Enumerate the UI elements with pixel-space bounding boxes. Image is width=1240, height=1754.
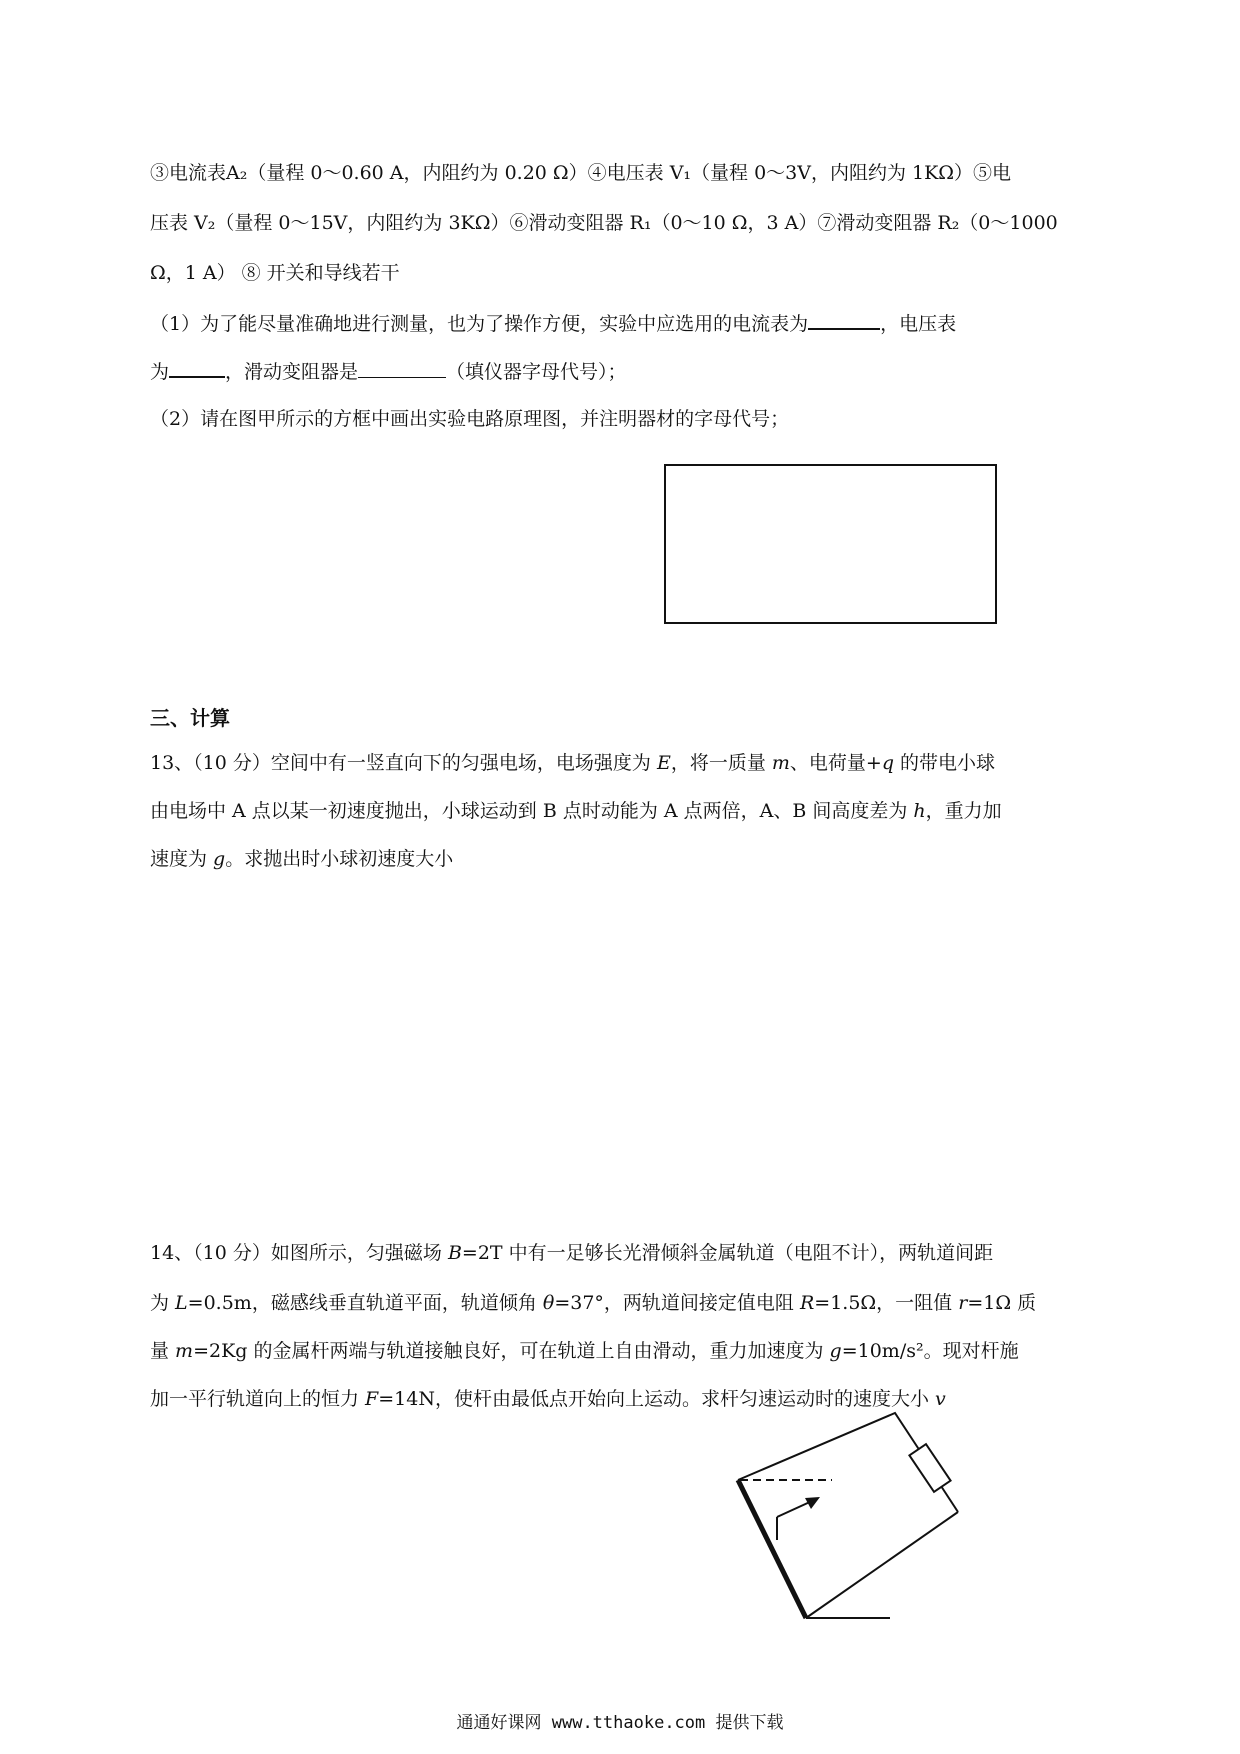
- q14-text-i: =2Kg 的金属杆两端与轨道接触良好，可在轨道上自由滑动，重力加速度为: [193, 1340, 830, 1362]
- question-1-line-1: [150, 308, 956, 337]
- q13-text-c: 、电荷量+: [789, 752, 882, 774]
- q14-symbol-L: L: [175, 1292, 188, 1314]
- q14-symbol-g: g: [829, 1340, 842, 1362]
- q13-symbol-g: g: [213, 848, 226, 870]
- q14-symbol-R: R: [799, 1292, 815, 1314]
- resistor-icon: [909, 1444, 950, 1492]
- voltmeter-answer-blank[interactable]: [169, 356, 225, 378]
- right-rail-lower: [941, 1486, 958, 1512]
- q13-line-1: [150, 750, 995, 776]
- upper-rail: [738, 1413, 920, 1480]
- q14-symbol-v: v: [935, 1388, 946, 1410]
- question-1-line2-mid: ，滑动变阻器是: [225, 361, 359, 383]
- q14-text-a: 14、（10 分）如图所示，匀强磁场: [150, 1242, 448, 1264]
- question-1-line2-head: 为: [150, 361, 170, 383]
- ammeter-answer-blank[interactable]: [808, 308, 880, 330]
- question-1-tail: ，电压表: [880, 313, 957, 335]
- q13-symbol-m: m: [771, 752, 790, 774]
- q14-text-l: =14N，使杆由最低点开始向上运动。求杆匀速运动时的速度大小: [378, 1388, 935, 1410]
- q13-text-d: 的带电小球: [893, 752, 996, 774]
- arrow-shaft: [777, 1501, 812, 1517]
- q14-symbol-F: F: [365, 1388, 379, 1410]
- q14-text-j: =10m/s²。现对杆施: [841, 1340, 1019, 1362]
- q14-text-c: 为: [150, 1292, 176, 1314]
- question-2-text: （2）请在图甲所示的方框中画出实验电路原理图，并注明器材的字母代号；: [150, 408, 790, 430]
- q14-symbol-r: r: [958, 1292, 968, 1314]
- q14-text-f: =1.5Ω，一阻值: [814, 1292, 959, 1314]
- q13-text-e: 由电场中 A 点以某一初速度抛出，小球运动到 B 点时动能为 A 点两倍，A、B 间高度差为: [150, 800, 914, 822]
- q14-text-k: 加一平行轨道向上的恒力: [150, 1388, 366, 1410]
- q14-symbol-B: B: [447, 1242, 462, 1264]
- q14-text-b: =2T 中有一足够长光滑倾斜金属轨道（电阻不计），两轨道间距: [461, 1242, 994, 1264]
- section-3-title: 三、计算: [150, 706, 230, 730]
- q14-line-1: [150, 1240, 993, 1266]
- question-1-line-2: [150, 356, 627, 385]
- lower-rail: [806, 1512, 958, 1618]
- q14-text-e: =37°，两轨道间接定值电阻: [554, 1292, 800, 1314]
- materials-line-3: Ω，1 A） ⑧ 开关和导线若干: [150, 262, 400, 284]
- q14-line-2: [150, 1290, 1036, 1316]
- q13-symbol-q: q: [881, 752, 894, 774]
- materials-line-1: ③电流表A₂（量程 0～0.60 A，内阻约为 0.20 Ω）④电压表 V₁（量程 0～3V，内阻约为 1KΩ）⑤电: [150, 162, 1012, 184]
- inclined-rail-figure: [720, 1400, 980, 1640]
- question-1-line2-tail: （填仪器字母代号）；: [446, 361, 627, 383]
- circuit-diagram-answer-box[interactable]: [664, 464, 997, 624]
- q13-text-a: 13、（10 分）空间中有一竖直向下的匀强电场，电场强度为: [150, 752, 657, 774]
- q14-symbol-theta: θ: [542, 1292, 555, 1314]
- q14-text-d: =0.5m，磁感线垂直轨道平面，轨道倾角: [187, 1292, 543, 1314]
- footer-source: 通通好课网 www.tthaoke.com 提供下载: [456, 1713, 784, 1733]
- rheostat-answer-blank[interactable]: [358, 357, 446, 378]
- q14-text-g: =1Ω 质: [967, 1292, 1037, 1314]
- q13-text-h: 。求抛出时小球初速度大小: [225, 848, 454, 870]
- q14-symbol-m: m: [175, 1340, 194, 1362]
- metal-rod: [738, 1480, 806, 1618]
- q13-text-g: 速度为: [150, 848, 214, 870]
- q13-text-f: ，重力加: [925, 800, 1002, 822]
- q13-line-3: [150, 846, 453, 872]
- q14-line-3: [150, 1338, 1019, 1364]
- materials-line-2: 压表 V₂（量程 0～15V，内阻约为 3KΩ）⑥滑动变阻器 R₁（0～10 Ω，3 A）⑦滑动变阻器 R₂（0～1000: [150, 212, 1058, 234]
- question-1-text: （1）为了能尽量准确地进行测量，也为了操作方便，实验中应选用的电流表为: [150, 313, 809, 335]
- q13-line-2: [150, 798, 1002, 824]
- q13-text-b: ，将一质量: [670, 752, 772, 774]
- q13-symbol-h: h: [913, 800, 926, 822]
- q14-text-h: 量: [150, 1340, 176, 1362]
- q13-symbol-E: E: [656, 752, 671, 774]
